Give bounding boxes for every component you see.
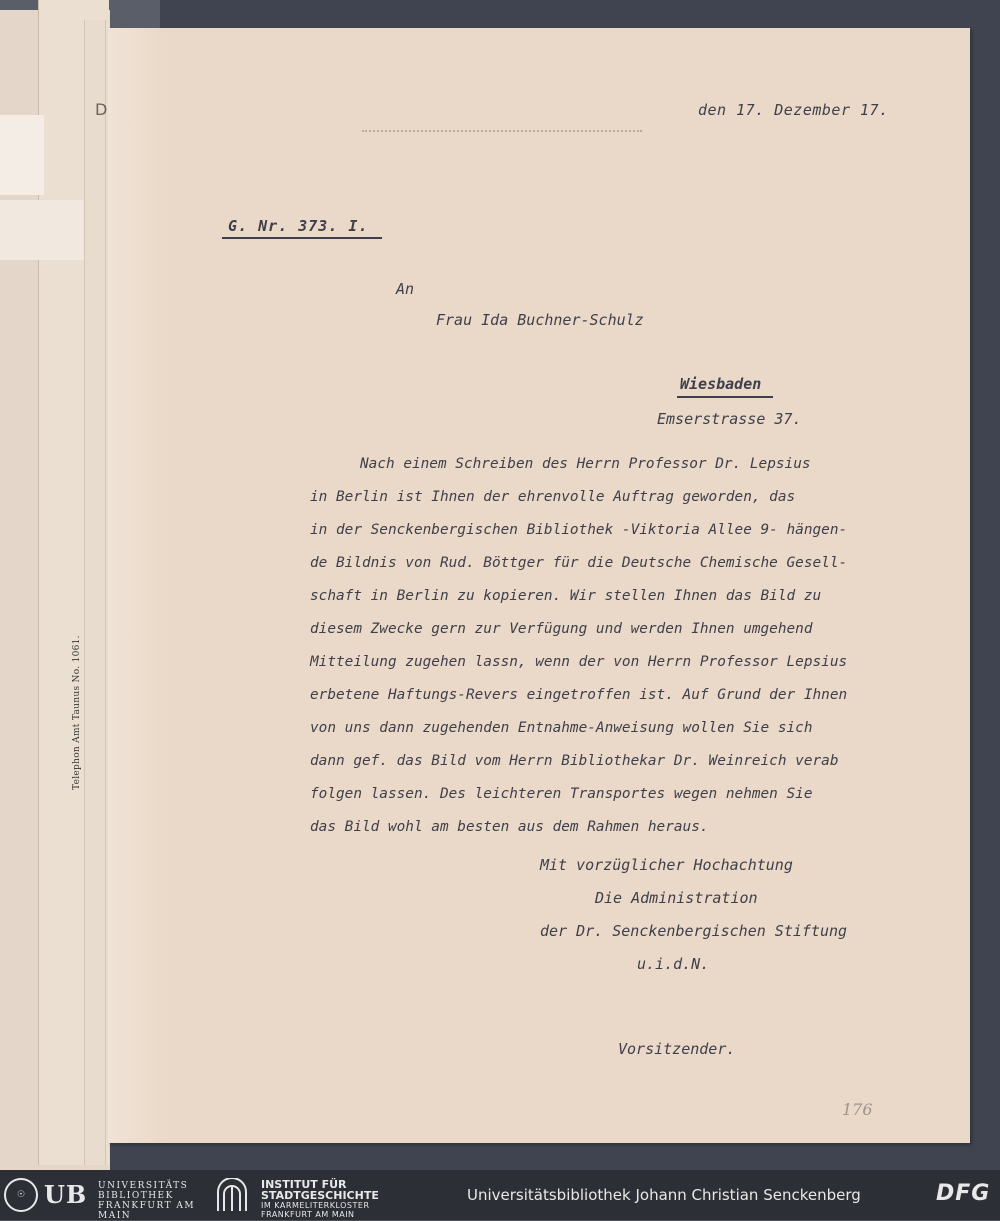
reference-underline bbox=[222, 237, 382, 239]
folio-number: 176 bbox=[842, 1100, 873, 1119]
spine-text: Telephon Amt Taunus No. 1061. bbox=[72, 635, 82, 790]
salutation-to: An bbox=[396, 280, 415, 298]
paper-tab bbox=[0, 115, 44, 195]
body-line: folgen lassen. Des leichteren Transportes wegen nehmen Sie bbox=[310, 786, 813, 802]
isg-subtitle: IM KARMELITERKLOSTER bbox=[261, 1201, 370, 1210]
ub-text-line: UNIVERSITÄTS bbox=[98, 1181, 189, 1191]
body-line: schaft in Berlin zu kopieren. Wir stellen Ihnen das Bild zu bbox=[310, 588, 822, 604]
body-line: Nach einem Schreiben des Herrn Professor Dr. Lepsius bbox=[360, 456, 811, 472]
dotted-line bbox=[362, 130, 642, 132]
letter-date: den 17. Dezember 17. bbox=[698, 101, 889, 119]
arch-icon bbox=[215, 1178, 249, 1212]
paper-tab-lower bbox=[0, 200, 90, 260]
signature-title: Vorsitzender. bbox=[618, 1040, 736, 1058]
ub-text-line: BIBLIOTHEK bbox=[98, 1191, 174, 1201]
closing-line: der Dr. Senckenbergischen Stiftung bbox=[540, 922, 848, 940]
seal-icon: ☉ bbox=[4, 1178, 38, 1212]
body-line: dann gef. das Bild vom Herrn Bibliothekar Dr. Weinreich verab bbox=[310, 753, 839, 769]
ub-text-line: FRANKFURT AM MAIN bbox=[98, 1201, 196, 1221]
body-line: erbetene Haftungs-Revers eingetroffen ist. Auf Grund der Ihnen bbox=[310, 687, 848, 703]
letter-page bbox=[108, 28, 970, 1143]
folder-spine bbox=[84, 20, 106, 1165]
body-line: in der Senckenbergischen Bibliothek -Viktoria Allee 9- hängen- bbox=[310, 522, 848, 538]
library-name: Universitätsbibliothek Johann Christian Senckenberg bbox=[467, 1186, 861, 1204]
isg-title: INSTITUT FÜR bbox=[261, 1178, 347, 1191]
body-line: in Berlin ist Ihnen der ehrenvolle Auftrag geworden, das bbox=[310, 489, 796, 505]
body-line: das Bild wohl am besten aus dem Rahmen heraus. bbox=[310, 819, 709, 835]
closing-line: Mit vorzüglicher Hochachtung bbox=[540, 856, 793, 874]
recipient-street: Emserstrasse 37. bbox=[657, 410, 802, 428]
isg-subtitle: FRANKFURT AM MAIN bbox=[261, 1210, 355, 1219]
reference-number: G. Nr. 373. I. bbox=[228, 217, 369, 235]
isg-title: STADTGESCHICHTE bbox=[261, 1189, 379, 1202]
city-underline bbox=[677, 396, 773, 398]
body-line: Mitteilung zugehen lassn, wenn der von Herrn Professor Lepsius bbox=[310, 654, 848, 670]
isg-logo[interactable] bbox=[215, 1178, 415, 1219]
isg-text bbox=[261, 1179, 379, 1219]
body-line: von uns dann zugehenden Entnahme-Anweisung wollen Sie sich bbox=[310, 720, 813, 736]
recipient-name: Frau Ida Buchner-Schulz bbox=[436, 311, 644, 329]
letter-page-edge bbox=[108, 28, 168, 1143]
recipient-city: Wiesbaden bbox=[680, 375, 762, 393]
ub-mark: UB bbox=[44, 1180, 88, 1209]
body-line: de Bildnis von Rud. Böttger für die Deutsche Chemische Gesell- bbox=[310, 555, 848, 571]
ub-logo[interactable] bbox=[4, 1178, 204, 1221]
closing-line: u.i.d.N. bbox=[637, 955, 710, 973]
dfg-logo[interactable]: DFG bbox=[936, 1181, 991, 1206]
left-edge-letter: D bbox=[95, 100, 108, 119]
ub-text bbox=[98, 1181, 204, 1221]
body-line: diesem Zwecke gern zur Verfügung und werden Ihnen umgehend bbox=[310, 621, 813, 637]
footer-bar bbox=[0, 1170, 1000, 1220]
closing-line: Die Administration bbox=[595, 889, 758, 907]
